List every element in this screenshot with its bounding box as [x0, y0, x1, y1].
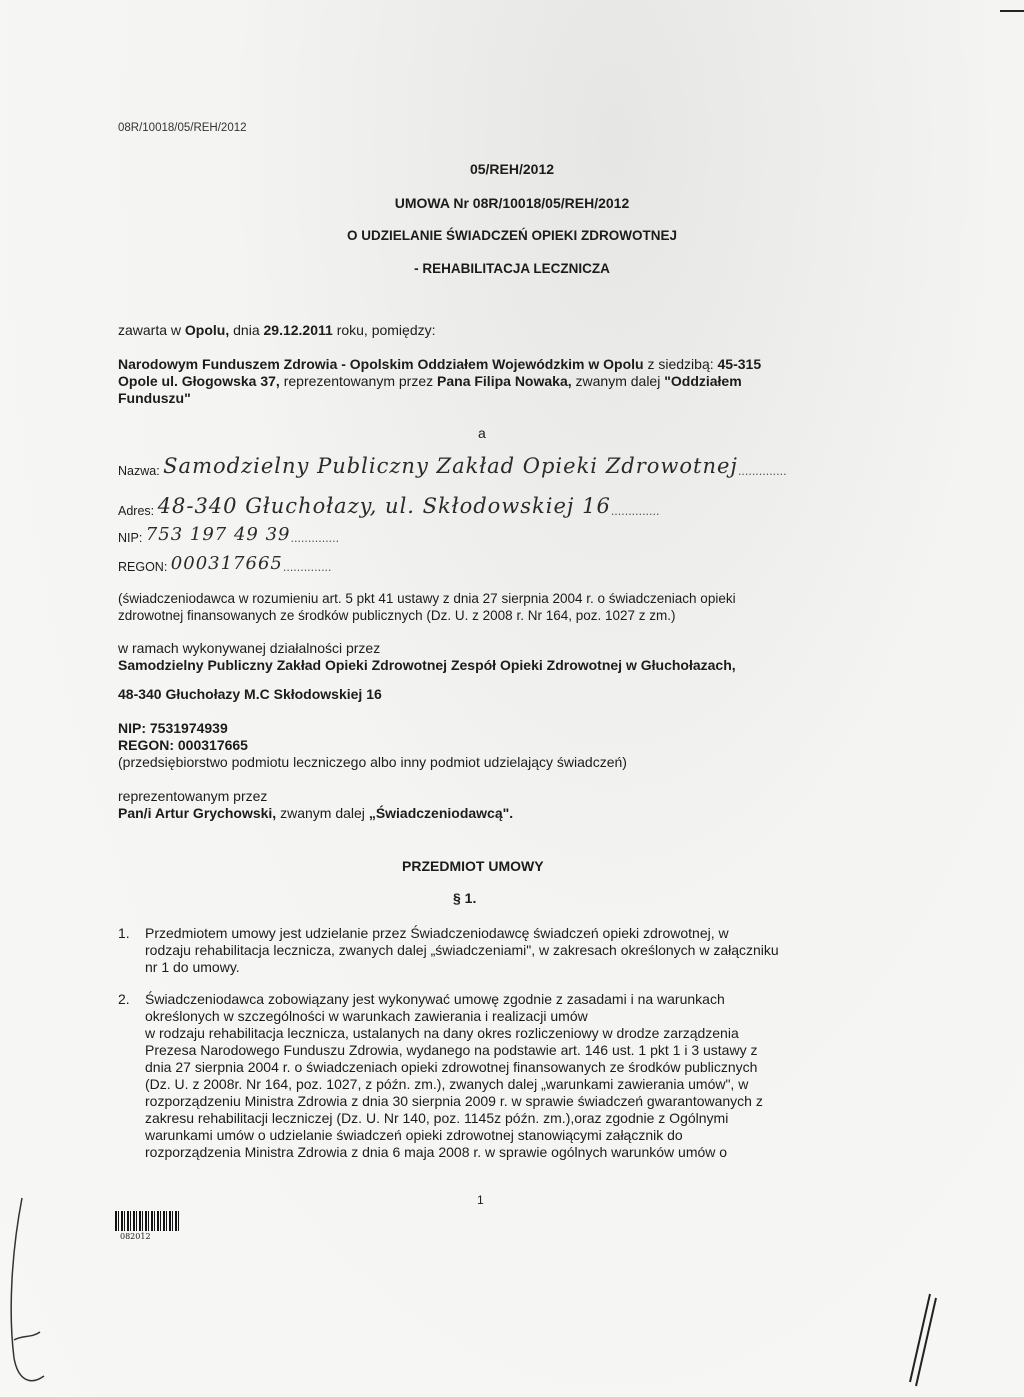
nip-handwritten: 753 197 49 39	[145, 524, 291, 545]
list-item: 2. Świadczeniodawca zobowiązany jest wykonywać umowę zgodnie z zasadami i na warunkach określonych w szczególności w warunkach zawierania i realizacji umów w rodzaju rehabilitacja lecznicza, ustalanych na dany okres rozliczeniowy w drodze zarządzenia Prezesa Narodowego Funduszu Zdrowia, wydanego na podstawie art. 146 ust. 1 pkt 1 i 3 ustawy z dnia 27 sierpnia 2004 r. o świadczeniach opieki zdrowotnej finansowanych ze środków publicznych (Dz. U. z 2008r. Nr 164, poz. 1027, z późn. zm.), zwanych dalej „warunkami zawierania umów", w rozporządzeniu Ministra Zdrowia z dnia 30 sierpnia 2009 r. w sprawie świadczeń gwarantowanych z zakresu rehabilitacji leczniczej (Dz. U. Nr 140, poz. 1145z późn. zm.),oraz zgodnie z Ogólnymi warunkami umów o udzielanie świadczeń opieki zdrowotnej stanowiącymi załącznik do rozporządzenia Ministra Zdrowia z dnia 6 maja 2008 r. w sprawie ogólnych warunków umów o	[118, 991, 763, 1160]
address-handwritten: 48-340 Głuchołazy, ul. Skłodowskiej 16	[157, 494, 611, 518]
contract-subtitle: O UDZIELANIE ŚWIADCZEŃ OPIEKI ZDROWOTNEJ	[346, 228, 677, 243]
representative-line: Pan/i Artur Grychowski, zwanym dalej „Świadczeniodawcą".	[118, 805, 514, 821]
barcode-number: 082012	[120, 1232, 151, 1241]
corner-mark	[1000, 0, 1024, 12]
provider-nip: NIP: 7531974939	[118, 720, 228, 736]
fund-party: Narodowym Funduszem Zdrowia - Opolskim Oddziałem Wojewódzkim w Opolu z siedzibą: 45-315 Opole ul. Głogowska 37, reprezentowanym przez Pana Filipa Nowaka, zwanym dalej "Oddziałem Funduszu"	[118, 356, 762, 406]
barcode	[115, 1211, 180, 1231]
conjunction-a: a	[478, 425, 486, 441]
document-code: 05/REH/2012	[469, 161, 555, 177]
provider-address: 48-340 Głuchołazy M.C Skłodowskiej 16	[118, 686, 382, 702]
signature-mark	[0, 1190, 60, 1390]
provider-scope-intro: w ramach wykonywanej działalności przez	[118, 640, 381, 656]
name-row: Nazwa: Samodzielny Publiczny Zakład Opieki Zdrowotnej..............	[118, 454, 787, 478]
initial-mark	[900, 1290, 940, 1390]
provider-name: Samodzielny Publiczny Zakład Opieki Zdrowotnej Zespół Opieki Zdrowotnej w Głuchołazach,	[118, 657, 736, 673]
represented-by: reprezentowanym przez	[118, 788, 268, 804]
regon-row: REGON: 000317665..............	[118, 553, 332, 574]
page-number: 1	[477, 1193, 484, 1207]
document-reference: 08R/10018/05/REH/2012	[118, 122, 247, 134]
contract-scope: - REHABILITACJA LECZNICZA	[414, 261, 610, 276]
provider-entity-note: (przedsiębiorstwo podmiotu leczniczego albo inny podmiot udzielający świadczeń)	[118, 754, 627, 770]
contract-title: UMOWA Nr 08R/10018/05/REH/2012	[394, 195, 630, 211]
paragraph-number: § 1.	[453, 890, 477, 906]
provider-note: (świadczeniodawca w rozumieniu art. 5 pkt 41 ustawy z dnia 27 sierpnia 2004 r. o świadczeniach opieki zdrowotnej finansowanych ze środków publicznych (Dz. U. z 2008 r. Nr 164, poz. 1027 z zm.)	[118, 591, 736, 623]
address-row: Adres: 48-340 Głuchołazy, ul. Skłodowskiej 16..............	[118, 494, 660, 518]
section-title: PRZEDMIOT UMOWY	[402, 858, 544, 874]
nip-row: NIP: 753 197 49 39..............	[118, 524, 340, 545]
list-item: 1. Przedmiotem umowy jest udzielanie przez Świadczeniodawcę świadczeń opieki zdrowotnej, w rodzaju rehabilitacja lecznicza, zwanych dalej „świadczeniami", w zakresach określonych w załączniku nr 1 do umowy.	[118, 925, 779, 975]
provider-regon: REGON: 000317665	[118, 737, 248, 753]
regon-handwritten: 000317665	[170, 553, 283, 574]
concluded-line: zawarta w Opolu, dnia 29.12.2011 roku, pomiędzy:	[118, 322, 436, 338]
name-handwritten: Samodzielny Publiczny Zakład Opieki Zdrowotnej	[163, 454, 738, 478]
